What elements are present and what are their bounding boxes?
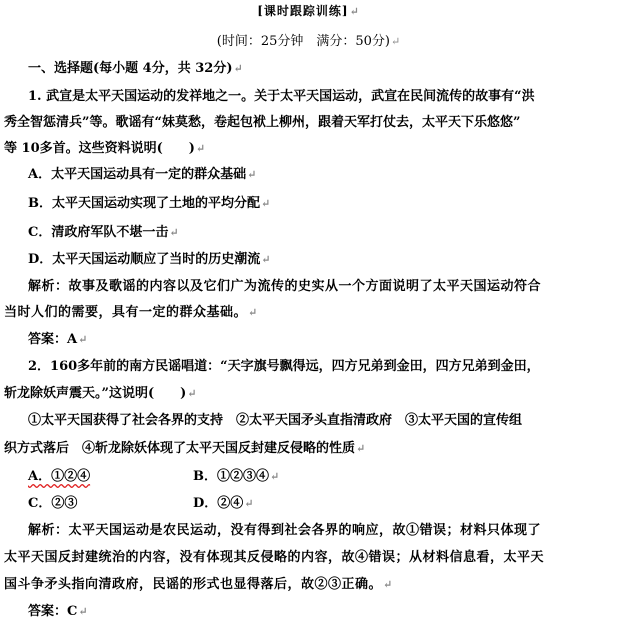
q1-analysis-1: 解析：故事及歌谣的内容以及它们广为流传的史实从一个方面说明了太平天国运动符合 — [28, 279, 542, 294]
q2-option-d: D．②④ — [193, 496, 244, 511]
q1-stem-1: 1. 武宣是太平天国运动的发祥地之一。关于太平天国运动，武宣在民间流传的故事有“洪 — [28, 89, 535, 104]
q2-option-c: C．②③ — [28, 496, 78, 511]
q1-answer: 答案：A↵ — [28, 332, 88, 347]
meta-text: (时间：25分钟 满分：50分) — [216, 34, 390, 49]
q2-options-ab: A．①②④ B．①②③④↵ — [28, 469, 280, 484]
q2-items-2: 织方式落后 ④斩龙除妖体现了太平天国反封建反侵略的性质↵ — [4, 441, 366, 456]
header-text: [课时跟踪训练] — [257, 4, 349, 18]
q2-analysis-1: 解析：太平天国运动是农民运动，没有得到社会各界的响应，故①错误；材料只体现了 — [28, 523, 542, 538]
q2-option-a: A．①②④ — [28, 469, 91, 484]
section-title: 一、选择题(每小题 4分，共 32分)↵ — [28, 61, 243, 76]
q2-items-1: ①太平天国获得了社会各界的支持 ②太平天国矛头直指清政府 ③太平天国的宣传组 — [28, 413, 523, 428]
q2-answer: 答案：C↵ — [28, 604, 88, 619]
q1-option-b: B．太平天国运动实现了土地的平均分配↵ — [28, 196, 271, 211]
q1-option-d: D．太平天国运动顺应了当时的历史潮流↵ — [28, 252, 271, 267]
q1-analysis-2: 当时人们的需要，具有一定的群众基础。↵ — [4, 305, 258, 320]
q1-option-c: C．清政府军队不堪一击↵ — [28, 225, 179, 240]
q1-option-a: A．太平天国运动具有一定的群众基础↵ — [28, 167, 257, 182]
q2-options-cd: C．②③ D．②④↵ — [28, 496, 254, 511]
q2-analysis-3: 国斗争矛头指向清政府，民谣的形式也显得落后，故②③正确。↵ — [4, 577, 393, 592]
time-score-line: (时间：25分钟 满分：50分)↵ — [216, 34, 401, 49]
q2-stem-1: 2．160多年前的南方民谣唱道：“天字旗号飘得远，四方兄弟到金田，四方兄弟到金田， — [28, 359, 540, 374]
q1-stem-2: 秀全智惩清兵”等。歌谣有“妹莫愁，卷起包袱上柳州，跟着天军打仗去，太平天下乐悠悠” — [4, 115, 521, 130]
section-title-text: 一、选择题(每小题 4分，共 32分) — [28, 61, 233, 76]
q2-option-b: B．①②③④ — [193, 469, 269, 484]
doc-header: [课时跟踪训练]↵ — [257, 4, 360, 18]
q2-stem-2: 斩龙除妖声震天。”这说明( )↵ — [4, 386, 197, 401]
q1-stem-3: 等 10多首。这些资料说明( )↵ — [4, 141, 206, 156]
q2-analysis-2: 太平天国反封建统治的内容，没有体现其反侵略的内容，故④错误；从材料信息看，太平天 — [4, 550, 545, 565]
